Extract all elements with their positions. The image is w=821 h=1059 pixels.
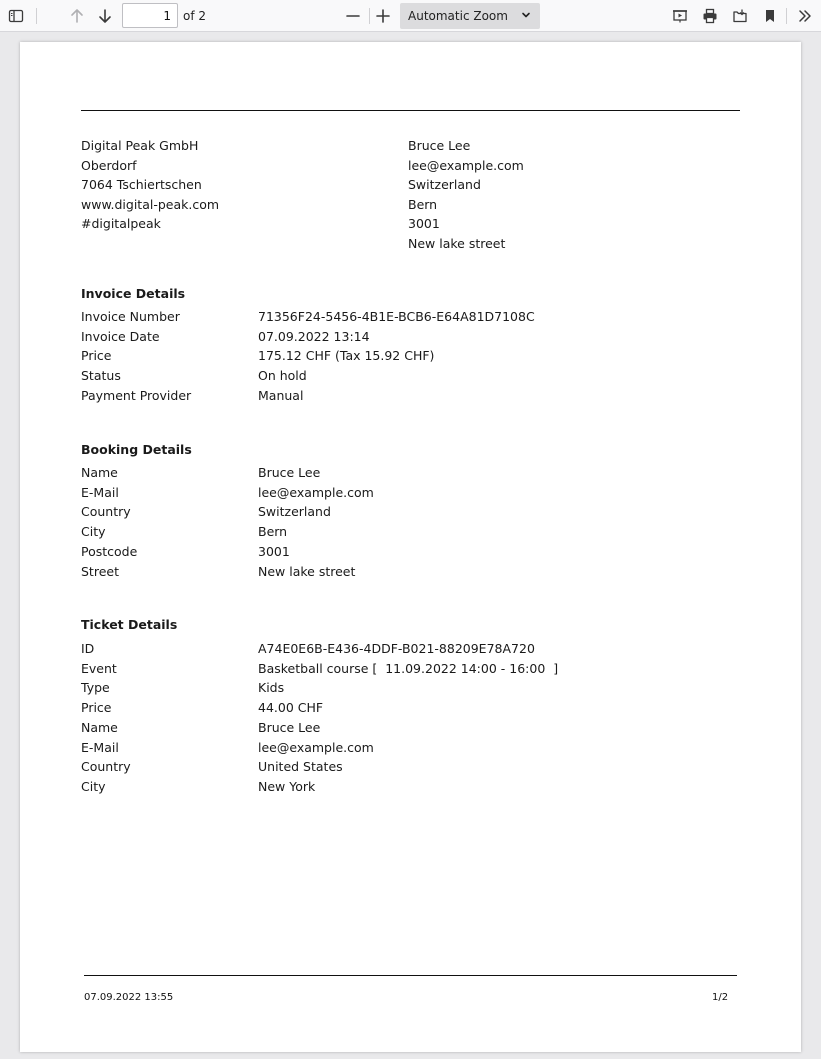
- field-label: E-Mail: [81, 739, 119, 755]
- customer-line: Bern: [408, 196, 438, 212]
- ticket-details-table: [81, 639, 558, 797]
- table-row: [81, 738, 558, 758]
- pdf-toolbar: [0, 0, 821, 32]
- customer-line: Switzerland: [408, 177, 481, 193]
- field-label: Street: [81, 563, 119, 579]
- field-label: Type: [81, 680, 110, 696]
- field-value: Kids: [258, 680, 285, 696]
- field-label: Invoice Number: [81, 309, 180, 324]
- table-row: [81, 562, 374, 582]
- company-line: www.digital-peak.com: [81, 196, 220, 212]
- save-icon[interactable]: [727, 3, 753, 29]
- chevron-down-icon: [520, 9, 532, 24]
- field-label: Status: [81, 368, 121, 384]
- invoice-details-title: Invoice Details: [81, 286, 186, 301]
- print-icon[interactable]: [697, 3, 723, 29]
- company-line: #digitalpeak: [81, 216, 161, 232]
- field-label: ID: [81, 641, 95, 656]
- field-value: 44.00 CHF: [258, 700, 324, 716]
- company-line: Oberdorf: [81, 157, 137, 173]
- invoice-details-table: [81, 307, 535, 406]
- page-count-label: of 2: [183, 9, 207, 23]
- customer-address: [408, 136, 524, 254]
- zoom-in-icon[interactable]: [370, 3, 396, 29]
- table-row: [81, 639, 558, 659]
- field-value: Manual: [258, 387, 304, 403]
- table-row: [81, 483, 374, 503]
- footer-timestamp: 07.09.2022 13:55: [84, 992, 174, 1003]
- field-value: New York: [258, 778, 316, 794]
- customer-line: New lake street: [408, 235, 506, 251]
- field-label: Name: [81, 465, 118, 480]
- field-value: United States: [258, 759, 343, 775]
- toolbar-divider: [36, 8, 37, 24]
- customer-line: 3001: [408, 216, 440, 232]
- booking-details-title: Booking Details: [81, 442, 192, 457]
- table-row: [81, 698, 558, 718]
- field-label: Country: [81, 759, 131, 775]
- field-value: Bern: [258, 524, 288, 540]
- table-row: [81, 307, 535, 327]
- footer-divider: [84, 975, 737, 976]
- table-row: [81, 463, 374, 483]
- booking-details-table: [81, 463, 374, 581]
- field-label: Country: [81, 504, 131, 520]
- company-line: 7064 Tschiertschen: [81, 177, 202, 193]
- pdf-page: [20, 42, 801, 1052]
- table-row: [81, 678, 558, 698]
- zoom-out-icon[interactable]: [340, 3, 366, 29]
- field-value: 175.12 CHF (Tax 15.92 CHF): [258, 348, 435, 364]
- field-value: Switzerland: [258, 504, 331, 520]
- table-row: [81, 386, 535, 406]
- company-line: Digital Peak GmbH: [81, 138, 199, 153]
- sidebar-toggle-icon[interactable]: [3, 3, 29, 29]
- footer-page-indicator: 1/2: [712, 992, 729, 1003]
- customer-line: lee@example.com: [408, 157, 524, 173]
- field-label: Payment Provider: [81, 387, 192, 403]
- field-value: 07.09.2022 13:14: [258, 328, 370, 344]
- table-row: [81, 346, 535, 366]
- field-value: Bruce Lee: [258, 465, 321, 480]
- table-row: [81, 659, 558, 679]
- table-row: [81, 502, 374, 522]
- field-label: Name: [81, 719, 118, 735]
- field-value: On hold: [258, 368, 307, 384]
- table-row: [81, 522, 374, 542]
- field-value: A74E0E6B-E436-4DDF-B021-88209E78A720: [258, 641, 535, 656]
- field-value: lee@example.com: [258, 484, 374, 500]
- field-value: 71356F24-5456-4B1E-BCB6-E64A81D7108C: [258, 309, 535, 324]
- field-value: 3001: [258, 543, 290, 559]
- field-label: Price: [81, 348, 112, 364]
- table-row: [81, 777, 558, 797]
- table-row: [81, 757, 558, 777]
- customer-line: Bruce Lee: [408, 138, 471, 153]
- field-label: Invoice Date: [81, 328, 160, 344]
- ticket-details-title: Ticket Details: [81, 617, 178, 632]
- zoom-select-label: Automatic Zoom: [408, 9, 508, 23]
- header-divider: [81, 110, 740, 111]
- company-address: [81, 136, 219, 234]
- table-row: [81, 366, 535, 386]
- bookmark-icon[interactable]: [757, 3, 783, 29]
- zoom-select[interactable]: [400, 3, 540, 29]
- field-value: New lake street: [258, 563, 356, 579]
- toolbar-divider: [786, 8, 787, 24]
- table-row: [81, 542, 374, 562]
- field-label: Postcode: [81, 543, 138, 559]
- table-row: [81, 327, 535, 347]
- field-value: Bruce Lee: [258, 719, 321, 735]
- previous-page-icon[interactable]: [64, 3, 90, 29]
- field-value: lee@example.com: [258, 739, 374, 755]
- page-number-input[interactable]: [122, 3, 178, 28]
- field-label: E-Mail: [81, 484, 119, 500]
- presentation-mode-icon[interactable]: [667, 3, 693, 29]
- field-value: Basketball course [ 11.09.2022 14:00 - 16:00 ]: [258, 660, 559, 676]
- field-label: City: [81, 778, 106, 794]
- field-label: City: [81, 524, 106, 540]
- table-row: [81, 718, 558, 738]
- field-label: Event: [81, 660, 117, 676]
- double-chevron-right-icon[interactable]: [792, 3, 818, 29]
- field-label: Price: [81, 700, 112, 716]
- next-page-icon[interactable]: [92, 3, 118, 29]
